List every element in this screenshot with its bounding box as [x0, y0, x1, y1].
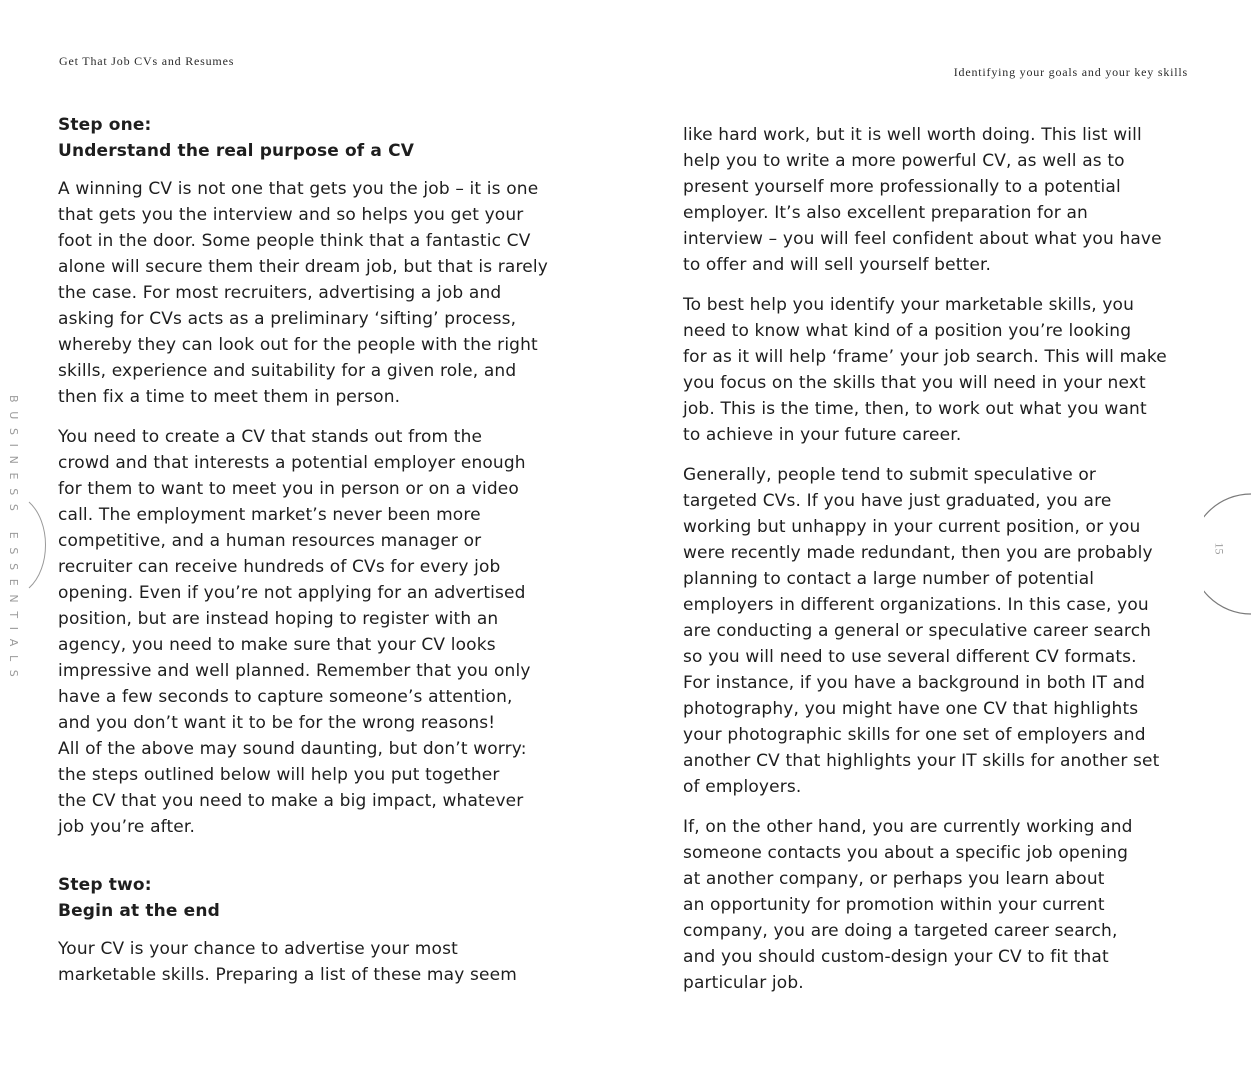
paragraph: To best help you identify your marketable skills, you need to know what kind of a position you’re looking for as it will help ‘frame’ your job search. This will make you focus on the skills that you will need in your next job. This is the time, then, to work out what you want to achieve in your future career.	[683, 295, 1167, 445]
running-head-left: Get That Job CVs and Resumes	[59, 54, 235, 68]
paragraph: Your CV is your chance to advertise your most marketable skills. Preparing a list of these may seem	[58, 939, 517, 985]
paragraph: like hard work, but it is well worth doing. This list will help you to write a more powerful CV, as well as to present yourself more professionally to a potential employer. It’s also excellent preparation for an interview – you will feel confident about what you have to offer and will sell yourself better.	[683, 125, 1162, 275]
page-number: 15	[1212, 542, 1227, 555]
step-two-heading: Step two: Begin at the end	[58, 875, 220, 921]
right-page-column	[683, 122, 1203, 1010]
paragraph: A winning CV is not one that gets you the job – it is one that gets you the interview and so helps you get your foot in the door. Some people think that a fantastic CV alone will secure them their dream job, but that is rarely the case. For most recruiters, advertising a job and asking for CVs acts as a preliminary ‘sifting’ process, whereby they can look out for the people with the right skills, experience and suitability for a given role, and then fix a time to meet them in person.	[58, 179, 548, 407]
paragraph: Generally, people tend to submit speculative or targeted CVs. If you have just graduated, you are working but unhappy in your current position, or you were recently made redundant, then you are probably planning to contact a large number of potential employers in different organizations. In this case, you are conducting a general or speculative career search so you will need to use several different CV formats. For instance, if you have a background in both IT and photography, you might have one CV that highlights your photographic skills for one set of employers and another CV that highlights your IT skills for another set of employers.	[683, 465, 1160, 797]
left-page-column	[58, 112, 578, 1002]
spine-label: BUSINESS ESSENTIALS	[7, 395, 20, 686]
paragraph: If, on the other hand, you are currently working and someone contacts you about a specific job opening at another company, or perhaps you learn about an opportunity for promotion within your current company, you are doing a targeted career search, and you should custom-design your CV to fit that particular job.	[683, 817, 1133, 993]
running-head-right: Identifying your goals and your key skills	[953, 65, 1188, 79]
spine-curve-decoration	[17, 500, 57, 590]
paragraph: You need to create a CV that stands out from the crowd and that interests a potential employer enough for them to want to meet you in person or on a video call. The employment market’s never been more competitive, and a human resources manager or recruiter can receive hundreds of CVs for every job opening. Even if you’re not applying for an advertised position, but are instead hoping to register with an agency, you need to make sure that your CV looks impressive and well planned. Remember that you only have a few seconds to capture someone’s attention, and you don’t want it to be for the wrong reasons! All of the above may sound daunting, but don’t worry: the steps outlined below will help you put together the CV that you need to make a big impact, whatever job you’re after.	[58, 427, 531, 837]
step-one-heading: Step one: Understand the real purpose of a CV	[58, 115, 415, 161]
